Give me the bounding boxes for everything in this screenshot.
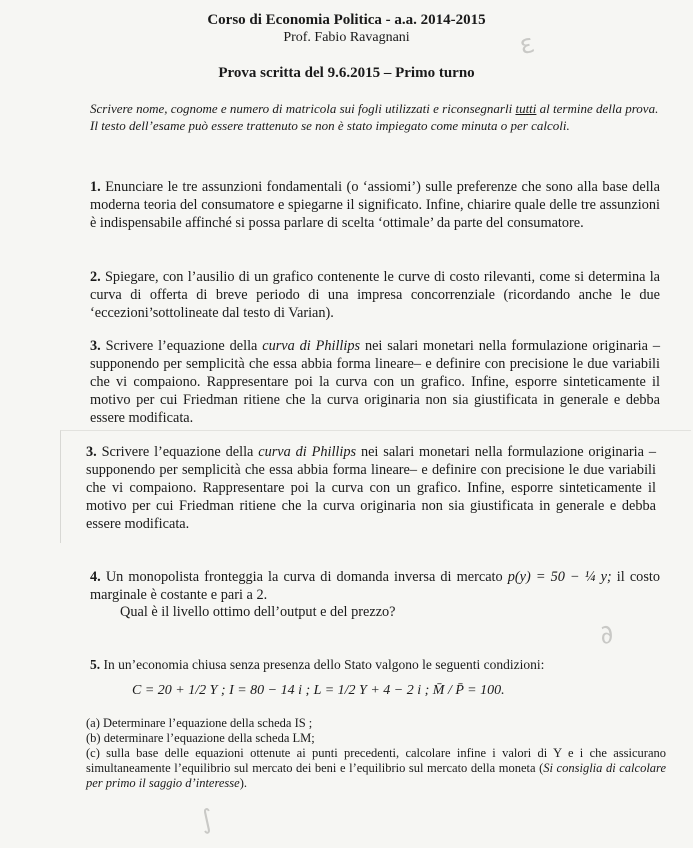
question-text-2: nei salari monetari nella formulazione originaria –supponendo per semplicità che essa abbia forma lineare– e definire con precisione le due variabili che vi compaiono. Rappresentare poi la curva con un grafico. Infine, esporre sinteticamente il motivo per cui Friedman ritiene che la curva originaria non sia giustificata in generale e debba essere modificata. [86,444,656,532]
bleed-through-mark: ∂ [596,618,618,652]
question-text: Un monopolista fronteggia la curva di domanda inversa di mercato [105,569,508,585]
question-4-ask: Qual è il livello ottimo dell’output e del prezzo? [120,604,396,620]
demand-formula: p(y) = 50 − ¼ y; [507,569,612,585]
bleed-through-mark: ε [516,28,538,62]
question-number: 2. [90,269,101,285]
question-text: Spiegare, con l’ausilio di un grafico contenente le curve di costo rilevanti, come si determina la curva di offerta di breve periodo di una impresa concorrenziale (ricordando anche le due ‘eccezioni’sottolineate dal testo di Varian). [90,269,661,321]
question-5 [90,656,660,674]
question-term: curva di Phillips [258,444,357,460]
question-number: 1. [90,179,101,195]
exam-title: Prova scritta del 9.6.2015 – Primo turno [218,65,475,81]
subquestion-text-2: ). [239,776,247,790]
question-term: curva di Phillips [262,338,361,354]
question-text: Scrivere l’equazione della [105,338,263,354]
instructions-text: Scrivere nome, cognome e numero di matricola sui fogli utilizzati e riconsegnarli [90,101,516,116]
question-4 [90,568,660,604]
subquestion-text: (c) sulla base delle equazioni ottenute ai punti precedenti, calcolare infine i valori di Y e i che assicurano simultaneamente l’equilibrio sul mercato dei beni e l’equilibrio sul mercato della moneta ( [86,746,666,775]
instructions-text-2: al termine della prova. Il testo dell’esame può essere trattenuto se non è stato impiegato come minuta o per calcoli. [90,101,659,133]
question-number: 3. [90,338,101,354]
course-title: Corso di Economia Politica - a.a. 2014-2015 [207,12,486,28]
question-text-2: il costo marginale è costante e pari a 2. [90,569,661,603]
question-text: Enunciare le tre assunzioni fondamentali (o ‘assiomi’) sulle preferenze che sono alla base della moderna teoria del consumatore e spiegarne il significato. Infine, chiarire quale delle tre assunzioni è indispensabile affinché si possa parlare di scelta ‘ottimale’ da parte del consumatore. [90,179,660,231]
question-text-2: nei salari monetari nella formulazione originaria –supponendo per semplicità che essa abbia forma lineare– e definire con precisione le due variabili che vi compaiono. Rappresentare poi la curva con un grafico. Infine, esporre sinteticamente il motivo per cui Friedman ritiene che la curva originaria non sia giustificata in generale e debba essere modificata. [90,338,660,426]
question-number: 5. [90,657,101,672]
professor-name: Prof. Fabio Ravagnani [283,30,410,45]
subquestion-c [86,746,666,791]
subquestion-hint: Si consiglia di calcolare per primo il saggio d’interesse [86,761,666,790]
question-3 [90,337,660,427]
subquestion-a: (a) Determinare l’equazione della scheda IS ; [86,716,313,730]
instructions-emphasis: tutti [515,101,537,116]
question-text: Scrivere l’equazione della [101,444,259,460]
question-text: In un’economia chiusa senza presenza dello Stato valgono le seguenti condizioni: [103,657,545,672]
question-1 [90,178,660,232]
question-number: 4. [90,569,101,585]
instructions [90,100,665,134]
question-3-duplicate [86,443,656,533]
question-number: 3. [86,444,97,460]
question-2 [90,268,660,322]
subquestion-b: (b) determinare l’equazione della scheda LM; [86,731,315,745]
bleed-through-mark: ∫ [196,803,218,837]
model-equations: C = 20 + 1/2 Y ; I = 80 − 14 i ; L = 1/2 Y + 4 − 2 i ; M̄ / P̄ = 100. [132,683,505,698]
